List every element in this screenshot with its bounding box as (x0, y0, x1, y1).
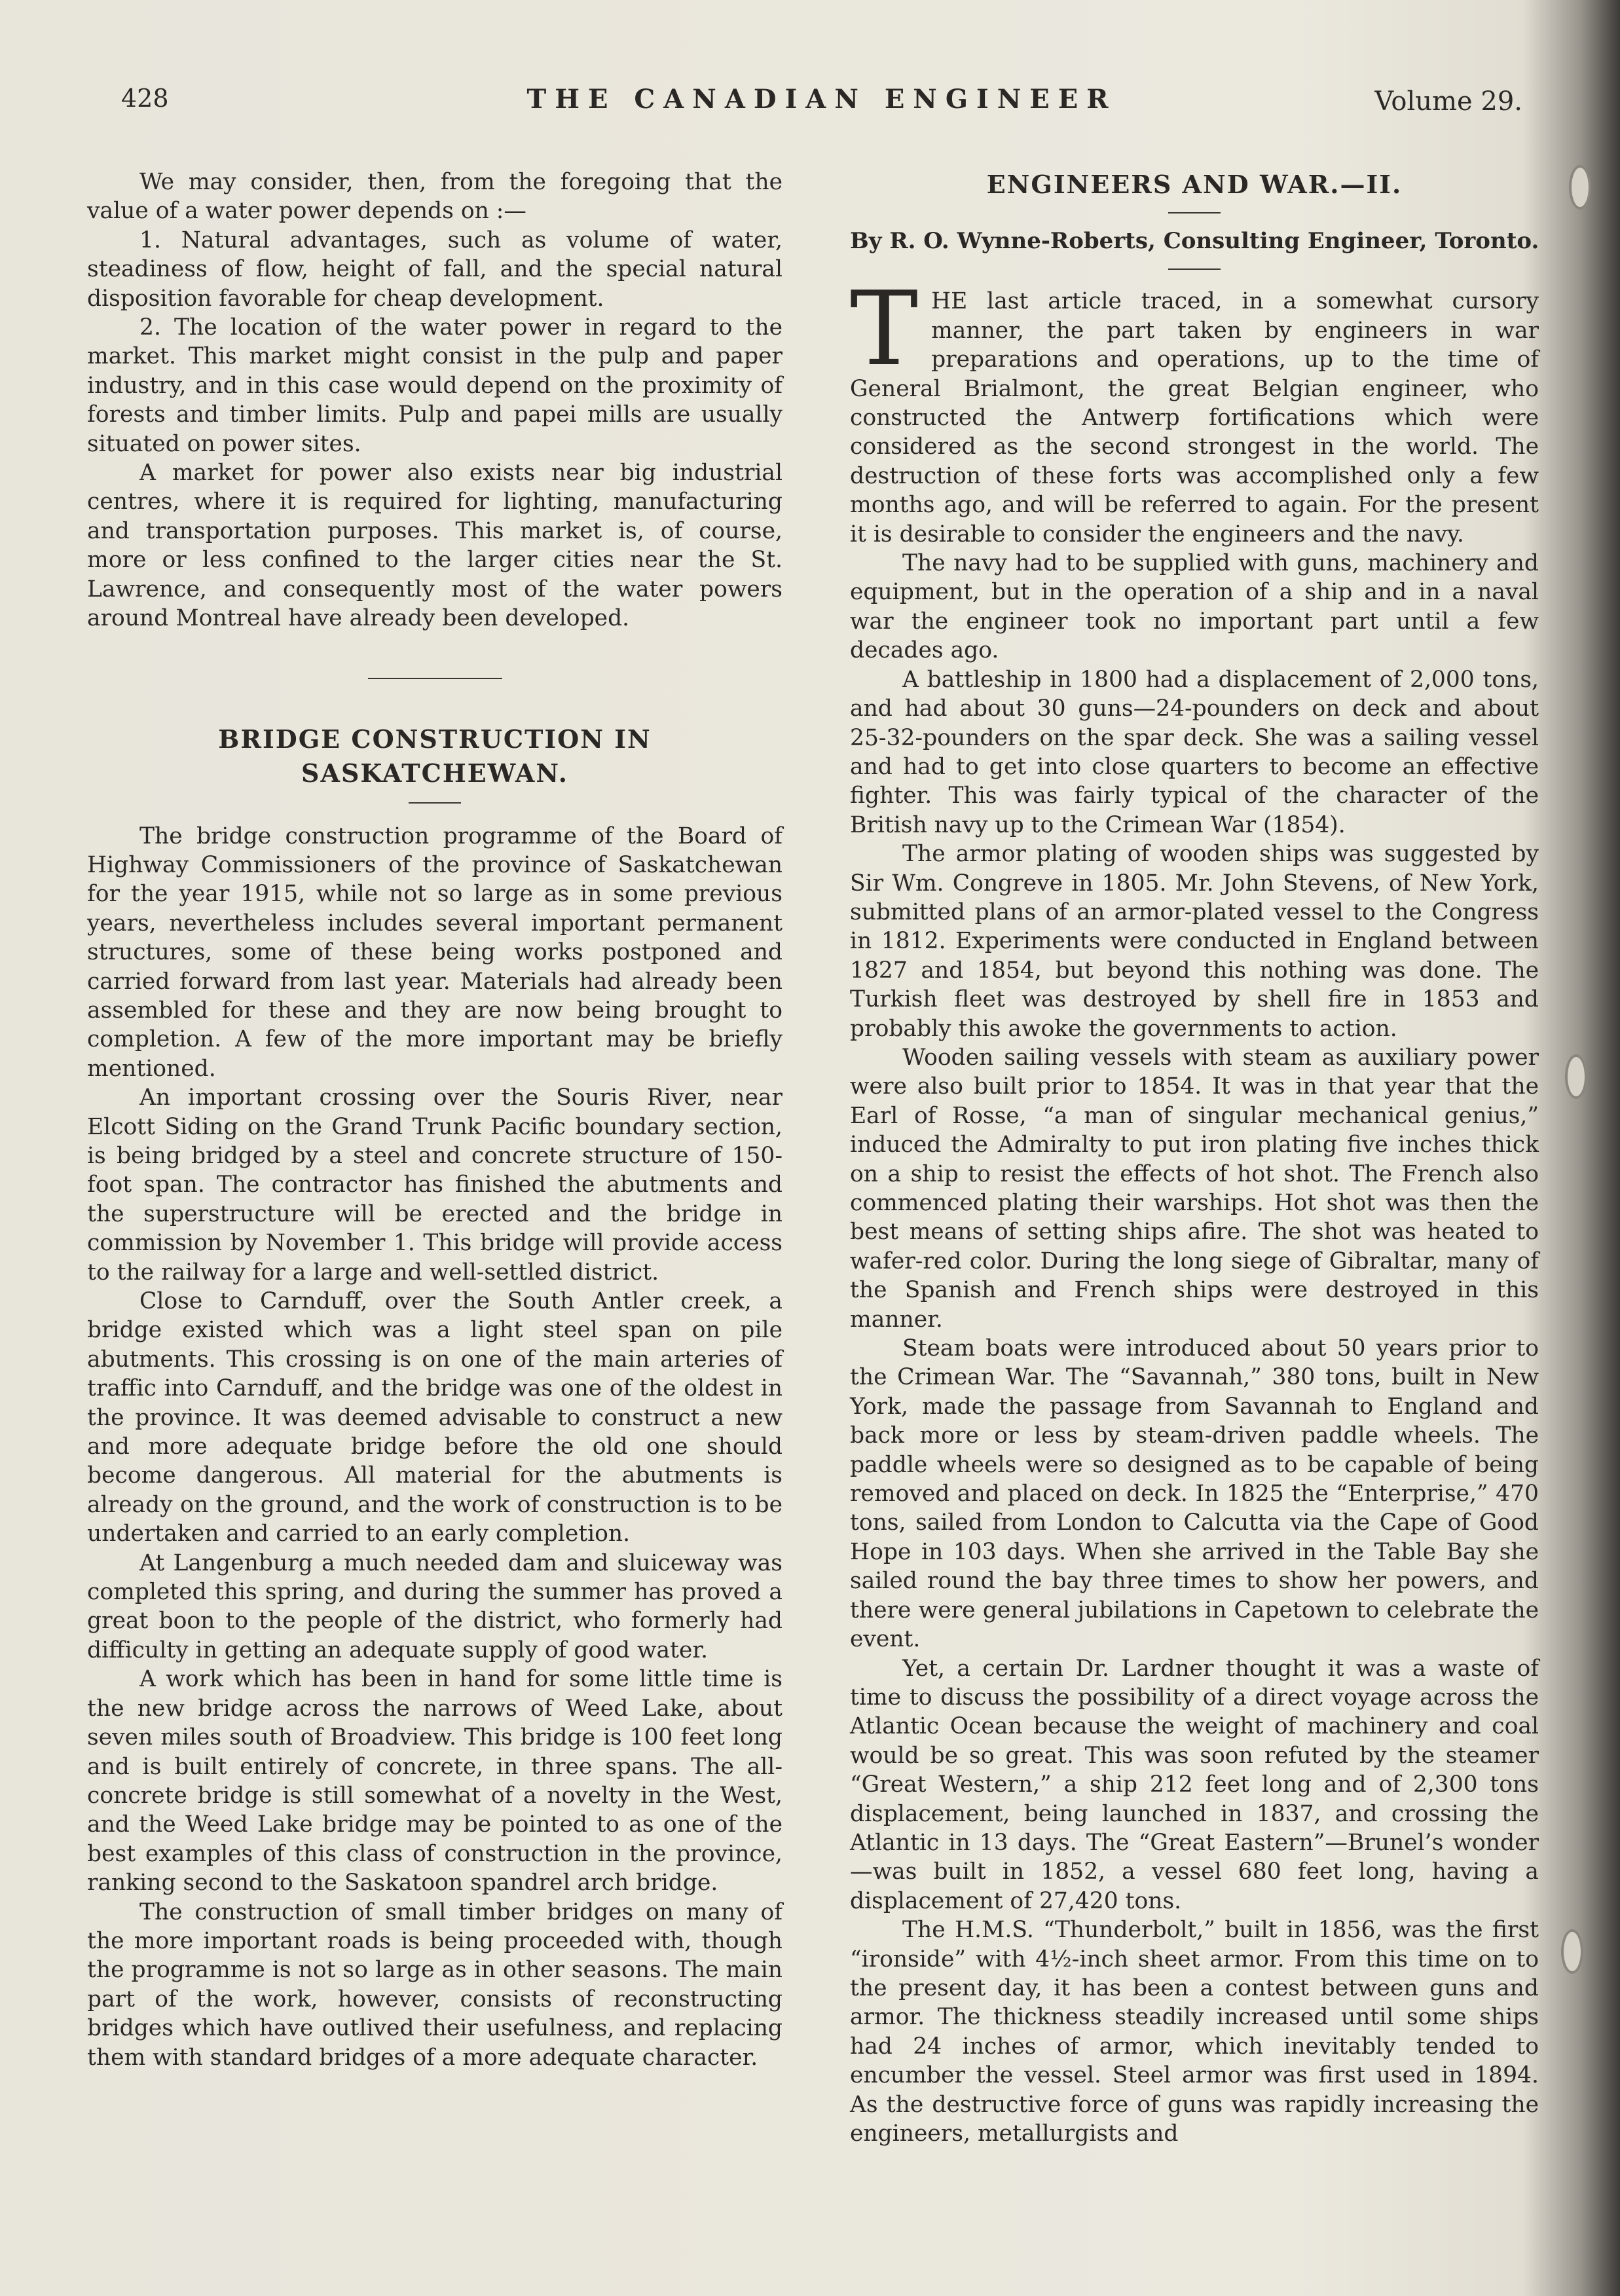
article-paragraph: Wooden sailing vessels with steam as auxiliary power were also built prior to 1854. It was in that year that the Earl of Rosse, “a man of singular mechanical genius,” induced the Admiralty to put iron plating five inches thick on a ship to resist the effects of hot shot. The French also commenced plating their warships. Hot shot was then the best means of setting ships afire. The shot was heated to wafer-red color. During the long siege of Gibraltar, many of the Spanish and French ships were destroyed in this manner. (850, 1044, 1539, 1333)
market-paragraph: A market for power also exists near big industrial centres, where it is required for lighting, manufacturing and transportation purposes. This market is, of course, more or less confined to the larger cities near the St. Lawrence, and consequently most of the water powers around Montreal have already been developed. (87, 460, 782, 632)
drop-cap: T (850, 269, 919, 389)
article-paragraph: The armor plating of wooden ships was suggested by Sir Wm. Congreve in 1805. Mr. John Stevens, of New York, submitted plans of an armor-plated vessel to the Congress in 1812. Experiments were conducted in England between 1827 and 1854, but beyond this nothing was done. The Turkish fleet was destroyed by shell fire in 1853 and probably this awoke the governments to action. (850, 841, 1539, 1042)
binding-ring (1565, 1054, 1587, 1099)
article-paragraph: At Langenburg a much needed dam and sluiceway was completed this spring, and during the summer has proved a great boon to the people of the district, who formerly had difficulty in getting an adequate supply of good water. (87, 1549, 782, 1663)
article-paragraph: Close to Carnduff, over the South Antler creek, a bridge existed which was a light steel span on pile abutments. This crossing is on one of the main arteries of traffic into Carnduff, and the bridge was one of the oldest in the province. It was deemed advisable to construct a new and more adequate bridge before the old one should become dangerous. All material for the abutments is already on the ground, and the work of construction is to be undertaken and carried to an early completion. (87, 1288, 782, 1547)
first-paragraph-text: HE last article traced, in a somewhat cursory manner, the part taken by engineers in war preparations and operations, up to the time of General Brialmont, the great Belgian engineer, who constructed the Antwerp fortifications which were considered as the second strongest in the world. The destruction of these forts was accomplished only a few months ago, and will be referred to again. For the present it is desirable to consider the engineers and the navy. (850, 288, 1539, 547)
section-divider (368, 678, 502, 679)
title-rule (1168, 212, 1221, 213)
intro-paragraph: We may consider, then, from the foregoing that the value of a water power depends on :— (87, 169, 782, 225)
list-item: 1. Natural advantages, such as volume of water, steadiness of flow, height of fall, and the special natural disposition favorable for cheap development. (87, 227, 782, 312)
article-paragraph: A battleship in 1800 had a displacement of 2,000 tons, and had about 30 guns—24-pounders on deck and about 25-32-pounders on the spar deck. She was a sailing vessel and had to get into close quarters to become an effective fighter. This was fairly typical of the character of the British navy up to the Crimean War (1854). (850, 666, 1539, 838)
engineers-section-title: ENGINEERS AND WAR.—II. (986, 170, 1403, 199)
article-paragraph: A work which has been in hand for some little time is the new bridge across the narrows of Weed Lake, about seven miles south of Broadview. This bridge is 100 feet long and is built entirely of concrete, in three spans. The all-concrete bridge is still somewhat of a novelty in the West, and the Weed Lake bridge may be pointed to as one of the best examples of this class of construction in the province, ranking second to the Saskatoon spandrel arch bridge. (87, 1666, 782, 1897)
volume-label: Volume 29. (1374, 86, 1522, 117)
article-paragraph: The navy had to be supplied with guns, machinery and equipment, but in the operation of a ship and in a naval war the engineer took no important part until a few decades ago. (850, 550, 1539, 664)
right-column (850, 168, 1539, 2148)
left-column (87, 168, 782, 2072)
article-paragraph: An important crossing over the Souris River, near Elcott Siding on the Grand Trunk Pacific boundary section, is being bridged by a steel and concrete structure of 150-foot span. The contractor has finished the abutments and the superstructure will be erected and the bridge in commission by November 1. This bridge will provide access to the railway for a large and well-settled district. (87, 1084, 782, 1286)
article-paragraph: The H.M.S. “Thunderbolt,” built in 1856, was the first “ironside” with 4½-inch sheet armor. From this time on to the present day, it has been a contest between guns and armor. The thickness steadily increased until some ships had 24 inches of armor, which inevitably tended to encumber the vessel. Steel armor was first used in 1894. As the destructive force of guns was rapidly increasing the engineers, metallurgists and (850, 1917, 1539, 2147)
list-item: 2. The location of the water power in regard to the market. This market might consist in the pulp and paper industry, and in this case would depend on the proximity of forests and timber limits. Pulp and papei mills are usually situated on power sites. (87, 314, 782, 457)
binding-ring (1561, 1929, 1583, 1974)
page-header (121, 84, 1522, 130)
article-paragraph: The bridge construction programme of the Board of Highway Commissioners of the province of Saskatchewan for the year 1915, while not so large as in some previous years, nevertheless includes several important permanent structures, some of these being works postponed and carried forward from last year. Materials had already been assembled for these and they are now being brought to completion. A few of the more important may be briefly mentioned. (87, 823, 782, 1082)
byline: By R. O. Wynne-Roberts, Consulting Engineer, Toronto. (850, 228, 1539, 254)
page-number: 428 (121, 84, 169, 113)
title-rule (409, 802, 461, 804)
article-paragraph: Steam boats were introduced about 50 years prior to the Crimean War. The “Savannah,” 380 tons, built in New York, made the passage from Savannah to England and back more or less by steam-driven paddle wheels. The paddle wheels were so designed as to be capable of being removed and placed on deck. In 1825 the “Enterprise,” 470 tons, sailed from London to Calcutta via the Cape of Good Hope in 103 days. When she arrived in the Table Bay she sailed round the bay three times to show her powers, and there were general jubilations in Capetown to celebrate the event. (850, 1335, 1539, 1653)
byline-rule (1168, 268, 1221, 270)
first-paragraph (850, 269, 1539, 549)
binding-ring (1569, 165, 1591, 210)
article-paragraph: Yet, a certain Dr. Lardner thought it was a waste of time to discuss the possibility of a direct voyage across the Atlantic Ocean because the weight of machinery and coal would be so great. This was soon refuted by the steamer “Great Western,” a ship 212 feet long and of 2,300 tons displacement, being launched in 1837, and crossing the Atlantic in 13 days. The “Great Eastern”—Brunel’s wonder—was built in 1852, a vessel 680 feet long, having a displacement of 27,420 tons. (850, 1655, 1539, 1914)
article-paragraph: The construction of small timber bridges on many of the more important roads is being proceeded with, though the programme is not so large as in other seasons. The main part of the work, however, consists of reconstructing bridges which have outlived their usefulness, and replacing them with standard bridges of a more adequate character. (87, 1898, 782, 2071)
journal-title: THE CANADIAN ENGINEER (526, 84, 1117, 115)
bridge-section-title: BRIDGE CONSTRUCTION IN SASKATCHEWAN. (218, 724, 652, 788)
